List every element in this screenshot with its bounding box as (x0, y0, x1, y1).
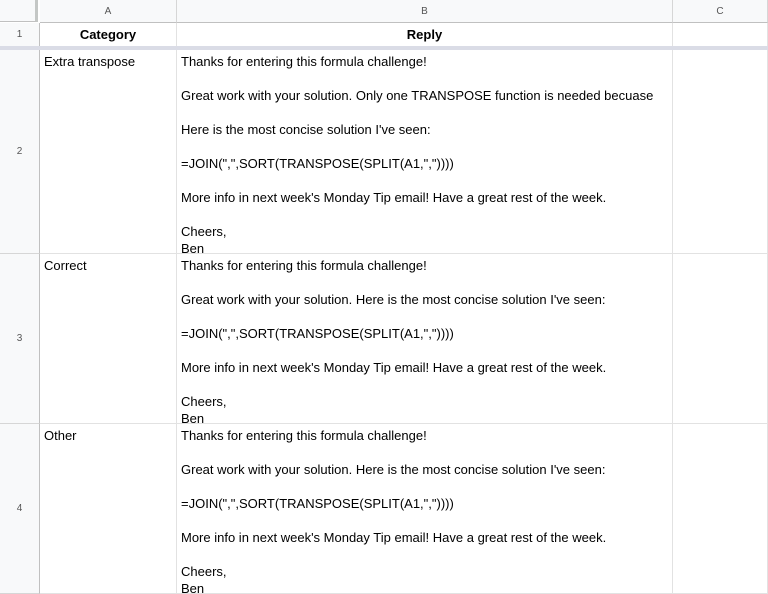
reply-signoff: Cheers, (181, 564, 227, 579)
cell-c4[interactable] (673, 424, 768, 594)
cell-b3-reply[interactable] (177, 254, 673, 424)
reply-formula-line: =JOIN(",",SORT(TRANSPOSE(SPLIT(A1,",")))) (181, 496, 454, 511)
reply-signature: Ben (181, 581, 205, 594)
reply-line: Here is the most concise solution I've seen: (181, 122, 431, 137)
cell-a3-category[interactable]: Correct (40, 254, 177, 424)
reply-signature: Ben (181, 241, 205, 254)
reply-line: More info in next week's Monday Tip email! Have a great rest of the week. (181, 530, 607, 545)
reply-formula-line: =JOIN(",",SORT(TRANSPOSE(SPLIT(A1,",")))) (181, 326, 454, 341)
column-header-c[interactable]: C (673, 0, 768, 23)
reply-formula-line: =JOIN(",",SORT(TRANSPOSE(SPLIT(A1,",")))) (181, 156, 454, 171)
reply-line: Great work with your solution. Here is the most concise solution I've seen: (181, 462, 606, 477)
reply-signoff: Cheers, (181, 224, 227, 239)
reply-signature: Ben (181, 411, 205, 424)
reply-line: More info in next week's Monday Tip email! Have a great rest of the week. (181, 360, 607, 375)
column-header-a[interactable]: A (40, 0, 177, 23)
cell-c2[interactable] (673, 50, 768, 254)
reply-line: Great work with your solution. Here is the most concise solution I've seen: (181, 292, 606, 307)
cell-c3[interactable] (673, 254, 768, 424)
row-header-1[interactable]: 1 (0, 23, 40, 47)
cell-b4-reply[interactable] (177, 424, 673, 594)
column-header-b[interactable]: B (177, 0, 673, 23)
cell-b2-reply[interactable] (177, 50, 673, 254)
row-header-2[interactable]: 2 (0, 50, 40, 254)
select-all-corner[interactable] (0, 0, 38, 22)
reply-line: Thanks for entering this formula challenge! (181, 258, 427, 273)
cell-a4-category[interactable]: Other (40, 424, 177, 594)
reply-line: Thanks for entering this formula challenge! (181, 54, 427, 69)
row-header-3[interactable]: 3 (0, 254, 40, 424)
reply-line: More info in next week's Monday Tip email! Have a great rest of the week. (181, 190, 607, 205)
reply-signoff: Cheers, (181, 394, 227, 409)
reply-line: Great work with your solution. Only one TRANSPOSE function is needed becuase (181, 88, 654, 103)
cell-b1-reply-header[interactable]: Reply (177, 23, 673, 47)
row-header-4[interactable]: 4 (0, 424, 40, 594)
cell-c1[interactable] (673, 23, 768, 47)
cell-a1-category-header[interactable]: Category (40, 23, 177, 47)
reply-line: Thanks for entering this formula challenge! (181, 428, 427, 443)
cell-a2-category[interactable]: Extra transpose (40, 50, 177, 254)
